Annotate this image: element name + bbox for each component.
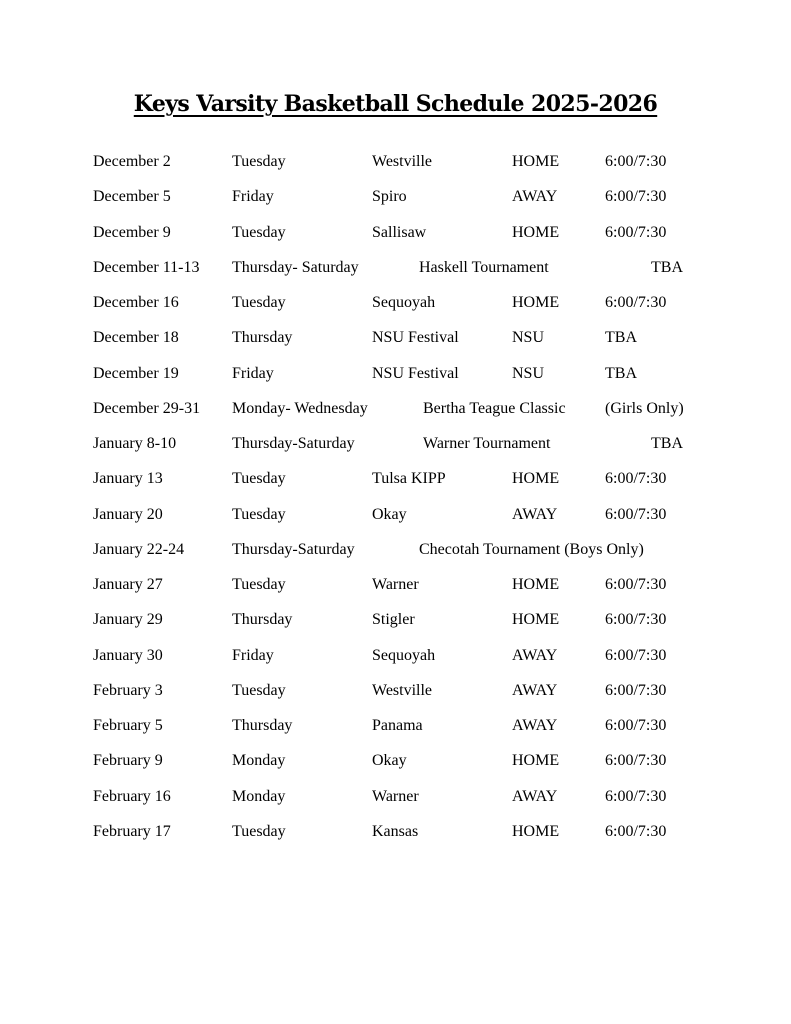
game-day: Monday- Wednesday xyxy=(232,399,368,417)
game-location: HOME xyxy=(512,752,560,770)
game-day: Tuesday xyxy=(232,822,286,840)
game-day: Tuesday xyxy=(232,576,286,593)
game-date: February 3 xyxy=(93,681,163,699)
game-day: Thursday-Saturday xyxy=(232,435,355,452)
game-date: January 13 xyxy=(93,470,163,488)
game-opponent: Sequoyah xyxy=(372,294,436,311)
schedule-row xyxy=(0,573,791,608)
game-location: HOME xyxy=(512,153,560,170)
game-location: AWAY xyxy=(512,646,558,664)
game-day: Thursday- Saturday xyxy=(232,258,359,276)
schedule-row xyxy=(0,714,791,749)
game-day: Monday xyxy=(232,787,286,805)
game-location: AWAY xyxy=(512,717,558,734)
game-day: Tuesday xyxy=(232,223,286,241)
game-time: 6:00/7:30 xyxy=(605,576,667,593)
game-opponent: Warner xyxy=(372,576,419,593)
game-day: Tuesday xyxy=(232,681,286,699)
game-time: 6:00/7:30 xyxy=(605,822,667,840)
game-date: December 2 xyxy=(93,153,171,170)
game-date: December 29-31 xyxy=(93,399,201,417)
game-location: AWAY xyxy=(512,188,558,206)
event-note: TBA xyxy=(651,435,683,452)
game-date: January 20 xyxy=(93,505,163,523)
game-opponent: Sequoyah xyxy=(372,646,436,664)
game-opponent: Spiro xyxy=(372,188,407,206)
game-opponent: Stigler xyxy=(372,611,415,629)
game-time: 6:00/7:30 xyxy=(605,470,667,488)
game-opponent: Tulsa KIPP xyxy=(372,470,446,488)
schedule-row xyxy=(0,150,791,185)
game-opponent: NSU Festival xyxy=(372,329,459,347)
game-day: Tuesday xyxy=(232,505,286,523)
game-date: December 5 xyxy=(93,188,171,206)
game-day: Tuesday xyxy=(232,153,286,170)
game-opponent: Okay xyxy=(372,505,407,523)
game-opponent: Sallisaw xyxy=(372,223,427,241)
game-time: 6:00/7:30 xyxy=(605,681,667,699)
schedule-row xyxy=(0,785,791,820)
game-day: Thursday xyxy=(232,329,293,347)
game-time: 6:00/7:30 xyxy=(605,223,667,241)
game-time: TBA xyxy=(605,364,637,382)
game-date: January 22-24 xyxy=(93,540,185,558)
game-time: 6:00/7:30 xyxy=(605,505,667,523)
game-opponent: Westville xyxy=(372,153,433,170)
game-date: December 16 xyxy=(93,294,179,311)
game-location: AWAY xyxy=(512,787,558,805)
game-day: Friday xyxy=(232,188,274,206)
schedule-list xyxy=(0,150,791,855)
schedule-row-event xyxy=(0,432,791,467)
game-location: HOME xyxy=(512,470,560,488)
schedule-row xyxy=(0,820,791,855)
game-day: Thursday xyxy=(232,717,293,734)
game-opponent: Westville xyxy=(372,681,433,699)
game-time: 6:00/7:30 xyxy=(605,294,667,311)
schedule-row xyxy=(0,467,791,502)
schedule-row xyxy=(0,221,791,256)
game-date: January 8-10 xyxy=(93,435,177,452)
game-opponent: Warner xyxy=(372,787,419,805)
game-day: Friday xyxy=(232,646,274,664)
schedule-row-event xyxy=(0,256,791,291)
game-date: February 16 xyxy=(93,787,171,805)
schedule-row-event xyxy=(0,538,791,573)
schedule-row-event xyxy=(0,397,791,432)
game-date: January 27 xyxy=(93,576,163,593)
game-time: 6:00/7:30 xyxy=(605,188,667,206)
game-opponent: Okay xyxy=(372,752,407,770)
game-day: Thursday xyxy=(232,611,293,629)
game-day: Thursday-Saturday xyxy=(232,540,355,558)
game-day: Tuesday xyxy=(232,470,286,488)
schedule-row xyxy=(0,679,791,714)
game-date: January 30 xyxy=(93,646,163,664)
game-day: Friday xyxy=(232,364,274,382)
game-date: December 19 xyxy=(93,364,179,382)
schedule-row xyxy=(0,749,791,784)
game-opponent: Kansas xyxy=(372,822,419,840)
game-date: December 18 xyxy=(93,329,179,347)
schedule-row xyxy=(0,644,791,679)
schedule-row xyxy=(0,326,791,361)
game-time: 6:00/7:30 xyxy=(605,646,667,664)
game-location: HOME xyxy=(512,822,560,840)
game-time: 6:00/7:30 xyxy=(605,611,667,629)
game-date: December 11-13 xyxy=(93,258,200,276)
event-name: Haskell Tournament xyxy=(419,258,549,276)
game-date: January 29 xyxy=(93,611,163,629)
game-location: HOME xyxy=(512,576,560,593)
event-name: Warner Tournament xyxy=(423,435,551,452)
game-time: 6:00/7:30 xyxy=(605,787,667,805)
game-location: AWAY xyxy=(512,505,558,523)
game-location: NSU xyxy=(512,364,545,382)
game-time: 6:00/7:30 xyxy=(605,717,667,734)
schedule-row xyxy=(0,362,791,397)
game-opponent: NSU Festival xyxy=(372,364,459,382)
game-date: February 5 xyxy=(93,717,163,734)
game-location: NSU xyxy=(512,329,545,347)
schedule-row xyxy=(0,503,791,538)
game-location: HOME xyxy=(512,611,560,629)
schedule-row xyxy=(0,185,791,220)
game-time: 6:00/7:30 xyxy=(605,752,667,770)
event-name: Bertha Teague Classic xyxy=(423,399,566,417)
game-location: HOME xyxy=(512,223,560,241)
event-name: Checotah Tournament (Boys Only) xyxy=(419,540,644,558)
game-location: HOME xyxy=(512,294,560,311)
game-time: 6:00/7:30 xyxy=(605,153,667,170)
game-day: Monday xyxy=(232,752,286,770)
schedule-row xyxy=(0,291,791,326)
game-time: TBA xyxy=(605,329,637,347)
game-opponent: Panama xyxy=(372,717,423,734)
game-date: February 17 xyxy=(93,822,171,840)
game-day: Tuesday xyxy=(232,294,286,311)
page-title: Keys Varsity Basketball Schedule 2025-2026 xyxy=(133,91,658,117)
game-date: December 9 xyxy=(93,223,171,241)
event-note: TBA xyxy=(651,258,683,276)
schedule-row xyxy=(0,608,791,643)
game-location: AWAY xyxy=(512,681,558,699)
event-note: (Girls Only) xyxy=(605,399,684,417)
game-date: February 9 xyxy=(93,752,163,770)
